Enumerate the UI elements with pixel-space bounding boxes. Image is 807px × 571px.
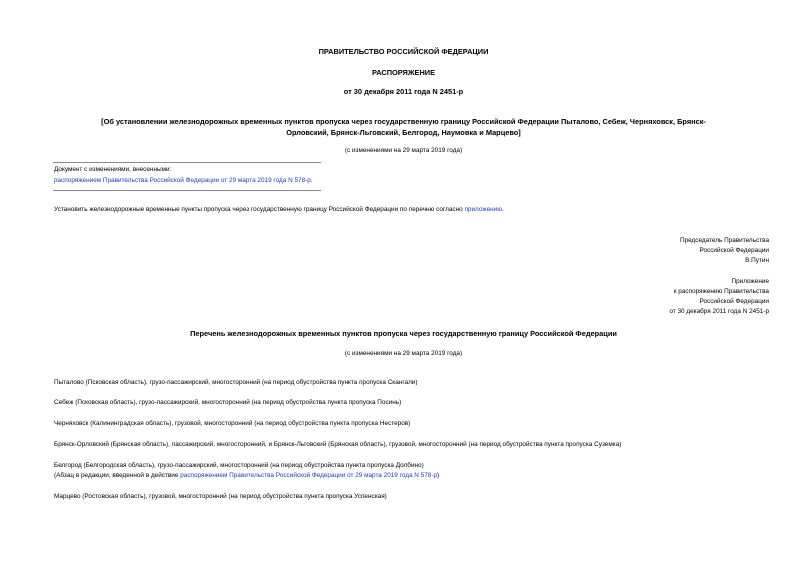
list-item-edit-note [54,472,439,480]
appendix-ref-line3: от 30 декабря 2011 года N 2451-р [669,308,769,315]
changes-box-reference [54,177,313,185]
changes-box-label: Документ с изменениями, внесенными: [54,166,172,173]
list-item [54,462,439,480]
list-title: Перечень железнодорожных временных пунктов пропуска через государственную границу Российской Федерации [190,329,617,338]
amending-order-link[interactable]: распоряжением Правительства Российской Федерации от 29 марта 2019 года N 578-р [54,177,311,184]
document-title-line1: [Об установлении железнодорожных временных пунктов пропуска через государственную границу Российской Федерации Пыталово, Себеж, Черняховск, Брянск- [101,117,706,126]
government-heading: ПРАВИТЕЛЬСТВО РОССИЙСКОЙ ФЕДЕРАЦИИ [318,47,489,56]
document-title [0,117,807,138]
signature-block [469,237,769,265]
amendments-note: (с изменениями на 29 марта 2019 года) [344,147,463,154]
list-item: Черняховск (Калининградская область), грузовой, многосторонний (на период обустройства пункта пропуска Нестеров) [54,420,411,427]
appendix-label: Приложение [731,278,769,285]
document-date-number: от 30 декабря 2011 года N 2451-р [343,87,464,96]
signature-country: Российской Федерации [699,247,769,254]
edit-note-link[interactable]: распоряжением Правительства Российской Федерации от 29 марта 2019 года N 578-р [180,472,438,479]
changes-box-top-rule [53,162,321,163]
list-amendments-note: (с изменениями на 29 марта 2019 года) [344,350,463,357]
appendix-ref-line1: к распоряжению Правительства [673,288,769,295]
list-item: Марцево (Ростовская область), грузовой, многосторонний (на период обустройства пункта пропуска Успенская) [54,493,387,500]
signature-name: В.Путин [745,257,769,264]
list-item-text: Белгород (Белгородская область), грузо-пассажирский, многосторонний (на период обустройства пункта пропуска Долбино) [54,462,424,469]
edit-note-prefix: (Абзац в редакции, введенной в действие [54,472,181,479]
operative-paragraph [54,206,504,214]
list-item: Брянск-Орловский (Брянская область), пассажирский, многосторонний, и Брянск-Льговский (Брянская область), грузовой, многосторонний (на период обустройства пункта пропуска Суземка) [54,441,622,448]
document-title-line2: Орловский, Брянск-Льговский, Белгород, Наумовка и Марцево] [286,128,521,138]
appendix-link[interactable]: приложению [464,206,503,213]
list-item: Себеж (Псковская область), грузо-пассажирский, многосторонний (на период обустройства пункта пропуска Посинь) [54,399,402,406]
appendix-header [469,278,769,316]
edit-note-suffix: ) [437,472,440,479]
appendix-ref-line2: Российской Федерации [699,298,769,305]
document-type: РАСПОРЯЖЕНИЕ [371,68,436,77]
list-item: Пыталово (Псковская область), грузо-пассажирский, многосторонний (на период обустройства пункта пропуска Скангали) [54,379,418,386]
changes-box-bottom-rule [53,190,321,191]
signature-position: Председатель Правительства [680,237,769,244]
operative-text: Установить железнодорожные временные пункты пропуска через государственную границу Российской Федерации по перечню согласно [54,206,465,213]
operative-text-end: . [502,206,504,213]
changes-box-suffix: . [310,177,313,184]
